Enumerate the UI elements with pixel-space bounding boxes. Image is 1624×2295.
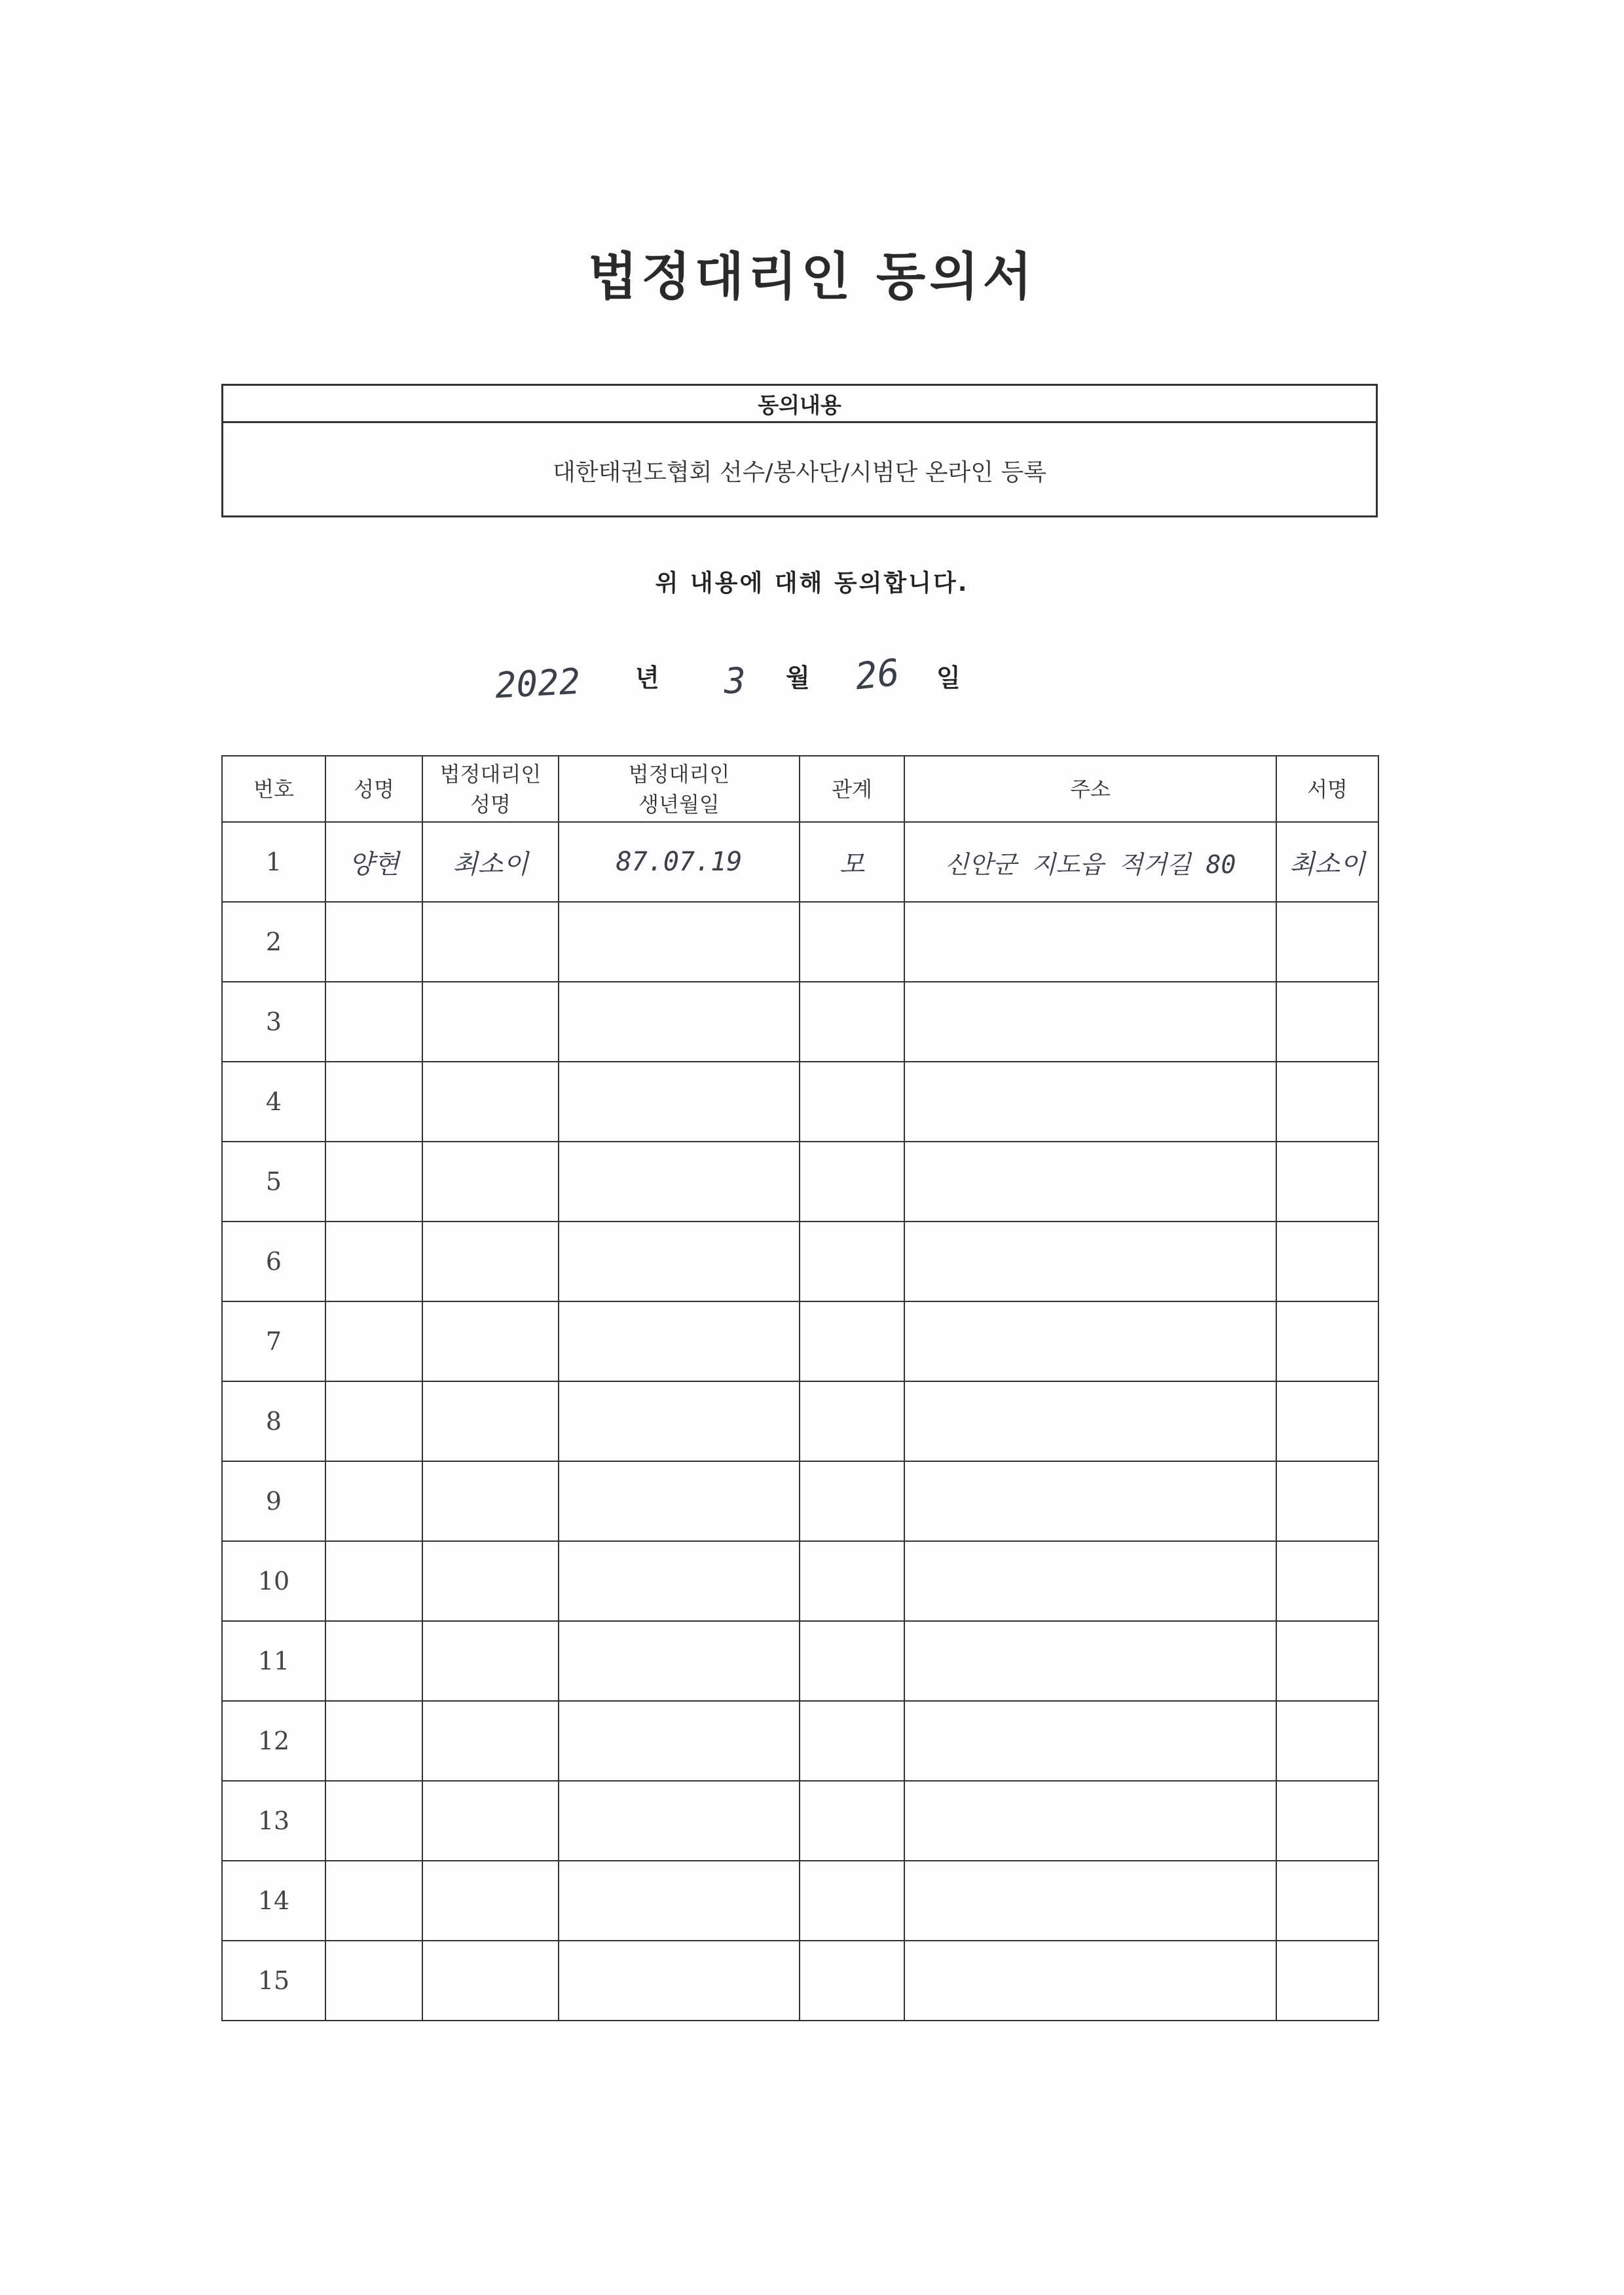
guardian-name-cell[interactable] — [422, 1941, 559, 2021]
row-number: 7 — [222, 1301, 325, 1381]
address-cell[interactable]: 신안군 지도읍 적거길 80 — [904, 822, 1276, 902]
guardian-birth-cell[interactable] — [559, 1541, 800, 1621]
guardian-name-cell[interactable] — [422, 1461, 559, 1541]
header-guardian-birth: 법정대리인 생년월일 — [559, 756, 800, 822]
guardian-birth-cell[interactable] — [559, 1701, 800, 1781]
guardian-name-cell[interactable]: 최소이 — [422, 822, 559, 902]
date-month-label: 월 — [786, 663, 810, 692]
address-cell[interactable] — [904, 1941, 1276, 2021]
table-row — [222, 982, 1378, 1062]
applicant-name-cell[interactable] — [325, 1381, 422, 1461]
address-cell[interactable] — [904, 1301, 1276, 1381]
guardian-birth-cell[interactable] — [559, 1621, 800, 1701]
signature-cell[interactable] — [1276, 1541, 1378, 1621]
row-number: 8 — [222, 1381, 325, 1461]
address-cell[interactable] — [904, 1701, 1276, 1781]
guardian-name-cell[interactable] — [422, 1062, 559, 1142]
date-year-label: 년 — [635, 663, 659, 692]
row-number: 12 — [222, 1701, 325, 1781]
row-number: 5 — [222, 1142, 325, 1222]
guardian-birth-cell[interactable] — [559, 1941, 800, 2021]
address-cell[interactable] — [904, 1461, 1276, 1541]
table-row — [222, 902, 1378, 982]
relation-cell[interactable] — [800, 1062, 904, 1142]
relation-cell[interactable] — [800, 1301, 904, 1381]
header-address: 주소 — [904, 756, 1276, 822]
address-cell[interactable] — [904, 1621, 1276, 1701]
row-number: 3 — [222, 982, 325, 1062]
signature-cell[interactable] — [1276, 1142, 1378, 1222]
table-row — [222, 1621, 1378, 1701]
address-cell[interactable] — [904, 1781, 1276, 1861]
signature-cell[interactable] — [1276, 1301, 1378, 1381]
header-number: 번호 — [222, 756, 325, 822]
guardian-birth-cell[interactable] — [559, 902, 800, 982]
guardian-name-cell[interactable] — [422, 1381, 559, 1461]
consent-box — [221, 384, 1378, 517]
relation-cell[interactable] — [800, 902, 904, 982]
relation-cell[interactable] — [800, 1461, 904, 1541]
signature-cell[interactable] — [1276, 1381, 1378, 1461]
applicant-name-cell[interactable] — [325, 1222, 422, 1301]
consent-header: 동의내용 — [223, 386, 1376, 423]
guardian-birth-cell[interactable]: 87.07.19 — [559, 822, 800, 902]
row-number: 11 — [222, 1621, 325, 1701]
address-cell[interactable] — [904, 1541, 1276, 1621]
row-number: 9 — [222, 1461, 325, 1541]
guardian-name-cell[interactable] — [422, 1222, 559, 1301]
table-row — [222, 1381, 1378, 1461]
guardian-name-cell[interactable] — [422, 1541, 559, 1621]
signature-cell[interactable] — [1276, 1781, 1378, 1861]
applicant-name-cell[interactable]: 양현 — [325, 822, 422, 902]
table-row — [222, 822, 1378, 902]
header-guardian-name: 법정대리인 성명 — [422, 756, 559, 822]
address-cell[interactable] — [904, 902, 1276, 982]
relation-cell[interactable] — [800, 1381, 904, 1461]
table-row — [222, 1701, 1378, 1781]
guardian-birth-cell[interactable] — [559, 1461, 800, 1541]
guardian-name-cell[interactable] — [422, 1301, 559, 1381]
applicant-name-cell[interactable] — [325, 1941, 422, 2021]
address-cell[interactable] — [904, 1222, 1276, 1301]
relation-cell[interactable]: 모 — [800, 822, 904, 902]
guardian-name-cell[interactable] — [422, 982, 559, 1062]
row-number: 1 — [222, 822, 325, 902]
address-cell[interactable] — [904, 1861, 1276, 1941]
header-relation: 관계 — [800, 756, 904, 822]
row-number: 4 — [222, 1062, 325, 1142]
address-cell[interactable] — [904, 1381, 1276, 1461]
applicant-name-cell[interactable] — [325, 982, 422, 1062]
table-row — [222, 1222, 1378, 1301]
header-signature: 서명 — [1276, 756, 1378, 822]
guardian-birth-cell[interactable] — [559, 1301, 800, 1381]
guardian-birth-cell[interactable] — [559, 1222, 800, 1301]
address-cell[interactable] — [904, 982, 1276, 1062]
signature-cell[interactable] — [1276, 1062, 1378, 1142]
row-number: 6 — [222, 1222, 325, 1301]
date-line — [0, 648, 1624, 707]
table-row — [222, 1861, 1378, 1941]
relation-cell[interactable] — [800, 1142, 904, 1222]
applicant-name-cell[interactable] — [325, 1781, 422, 1861]
guardian-name-cell[interactable] — [422, 902, 559, 982]
table-row — [222, 1941, 1378, 2021]
header-name: 성명 — [325, 756, 422, 822]
guardian-birth-cell[interactable] — [559, 1062, 800, 1142]
table-row — [222, 1142, 1378, 1222]
table-row — [222, 1301, 1378, 1381]
applicant-name-cell[interactable] — [325, 1142, 422, 1222]
guardian-birth-cell[interactable] — [559, 1781, 800, 1861]
signature-cell[interactable] — [1276, 1701, 1378, 1781]
guardian-name-cell[interactable] — [422, 1621, 559, 1701]
applicant-name-cell[interactable] — [325, 1301, 422, 1381]
relation-cell[interactable] — [800, 982, 904, 1062]
applicant-name-cell[interactable] — [325, 1461, 422, 1541]
table-row — [222, 1541, 1378, 1621]
applicant-name-cell[interactable] — [325, 1062, 422, 1142]
relation-cell[interactable] — [800, 1222, 904, 1301]
signature-cell[interactable]: 최소이 — [1276, 822, 1378, 902]
guardian-name-cell[interactable] — [422, 1142, 559, 1222]
guardian-birth-cell[interactable] — [559, 1142, 800, 1222]
relation-cell[interactable] — [800, 1621, 904, 1701]
guardian-birth-cell[interactable] — [559, 1381, 800, 1461]
table-body — [222, 822, 1378, 2021]
relation-cell[interactable] — [800, 1941, 904, 2021]
address-cell[interactable] — [904, 1142, 1276, 1222]
guardian-name-cell[interactable] — [422, 1701, 559, 1781]
applicant-name-cell[interactable] — [325, 1541, 422, 1621]
signature-cell[interactable] — [1276, 1941, 1378, 2021]
row-number: 13 — [222, 1781, 325, 1861]
row-number: 14 — [222, 1861, 325, 1941]
relation-cell[interactable] — [800, 1701, 904, 1781]
table-row — [222, 1461, 1378, 1541]
date-day-value[interactable]: 26 — [853, 651, 902, 699]
table-row — [222, 1781, 1378, 1861]
registration-table — [221, 755, 1379, 2021]
signature-cell[interactable] — [1276, 1621, 1378, 1701]
signature-cell[interactable] — [1276, 1461, 1378, 1541]
row-number: 10 — [222, 1541, 325, 1621]
signature-cell[interactable] — [1276, 1861, 1378, 1941]
guardian-name-cell[interactable] — [422, 1861, 559, 1941]
row-number: 15 — [222, 1941, 325, 2021]
date-day-label: 일 — [936, 663, 961, 692]
guardian-name-cell[interactable] — [422, 1781, 559, 1861]
relation-cell[interactable] — [800, 1781, 904, 1861]
applicant-name-cell[interactable] — [325, 1621, 422, 1701]
page-title: 법정대리인 동의서 — [588, 248, 1036, 307]
row-number: 2 — [222, 902, 325, 982]
applicant-name-cell[interactable] — [325, 1861, 422, 1941]
signature-cell[interactable] — [1276, 982, 1378, 1062]
address-cell[interactable] — [904, 1062, 1276, 1142]
relation-cell[interactable] — [800, 1541, 904, 1621]
guardian-birth-cell[interactable] — [559, 982, 800, 1062]
applicant-name-cell[interactable] — [325, 902, 422, 982]
date-month-value[interactable]: 3 — [724, 660, 746, 701]
relation-cell[interactable] — [800, 1861, 904, 1941]
signature-cell[interactable] — [1276, 902, 1378, 982]
guardian-birth-cell[interactable] — [559, 1861, 800, 1941]
signature-cell[interactable] — [1276, 1222, 1378, 1301]
date-year-value[interactable]: 2022 — [494, 660, 581, 707]
table-header-row — [222, 756, 1378, 822]
agreement-statement: 위 내용에 대해 동의합니다. — [655, 570, 969, 597]
consent-content: 대한태권도협회 선수/봉사단/시범단 온라인 등록 — [552, 458, 1047, 486]
table-row — [222, 1062, 1378, 1142]
applicant-name-cell[interactable] — [325, 1701, 422, 1781]
